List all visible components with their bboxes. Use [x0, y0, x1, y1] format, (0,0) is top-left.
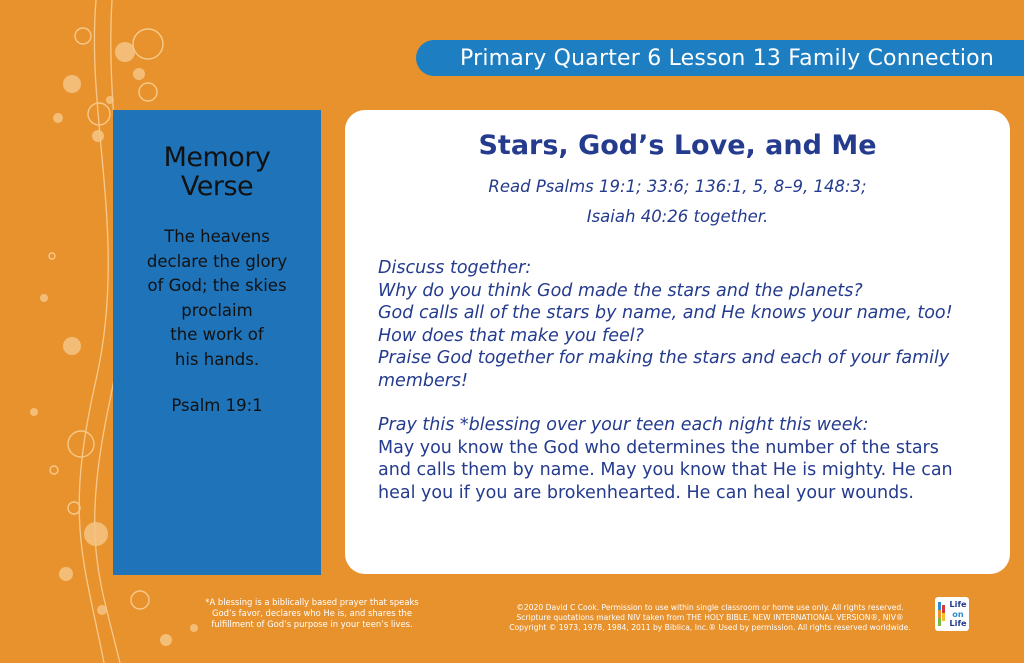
memory-verse-text [113, 225, 321, 372]
verse-line: the work of [170, 325, 264, 344]
footnote-line: fulfillment of God’s purpose in your teen’s lives. [211, 619, 413, 629]
verse-line: declare the glory [146, 251, 288, 271]
blessing-text: May you know the God who determines the number of the stars [378, 437, 939, 458]
blessing-text: and calls them by name. May you know that He is mighty. He can [378, 460, 953, 480]
footnote-line: God’s favor, declares who He is, and shares the [212, 608, 412, 618]
footnote-line: *A blessing is a biblically based prayer that speaks [205, 597, 419, 607]
logo-text-line: on [952, 608, 964, 619]
discussion-question: Praise God together for making the stars and each of your family [378, 348, 950, 368]
memory-verse-heading-line: Memory [163, 142, 271, 173]
header-title: Primary Quarter 6 Lesson 13 Family Connection [460, 45, 994, 71]
verse-line: of God; the skies [147, 276, 287, 295]
discussion-question: God calls all of the stars by name, and He knows your name, too! [378, 303, 953, 323]
copyright-line: Scripture quotations marked NIV taken from THE HOLY BIBLE, NEW INTERNATIONAL VERSION®, NIV® [516, 613, 904, 622]
memory-verse-heading-line: Verse [180, 171, 254, 202]
life-on-life-logo [935, 597, 969, 631]
discussion-question: Why do you think God made the stars and the planets? [378, 280, 863, 301]
discuss-heading: Discuss together: [378, 258, 532, 278]
blessing-footnote [196, 597, 428, 630]
memory-verse-panel [113, 110, 321, 575]
memory-verse-heading [113, 143, 321, 201]
verse-line: The heavens [164, 227, 270, 246]
logo-text-line: Life [949, 599, 967, 609]
verse-line: his hands. [174, 349, 260, 369]
copyright-line: Copyright © 1973, 1978, 1984, 2011 by Biblica, Inc.® Used by permission. All rights reserved worldwide. [509, 623, 911, 632]
scripture-reading-line: Read Psalms 19:1; 33:6; 136:1, 5, 8–9, 148:3; [488, 177, 867, 196]
discussion-question: members! [378, 370, 469, 391]
verse-reference: Psalm 19:1 [171, 396, 263, 415]
copyright-line: ©2020 David C Cook. Permission to use within single classroom or home use only. All rights reserved. [516, 603, 904, 612]
card-body [378, 257, 990, 504]
card-title: Stars, God’s Love, and Me [478, 130, 877, 161]
blessing-text: heal you if you are brokenhearted. He can heal your wounds. [378, 482, 914, 503]
header-bar [416, 40, 1024, 76]
logo-text [947, 600, 969, 629]
lesson-card [345, 110, 1010, 574]
logo-text-line: Life [949, 618, 967, 628]
pray-heading: Pray this *blessing over your teen each night this week: [378, 415, 869, 435]
copyright-notice [440, 603, 980, 633]
logo-stripes-icon [938, 602, 946, 626]
scripture-reading-line: Isaiah 40:26 together. [586, 207, 769, 226]
discussion-question: How does that make you feel? [378, 325, 644, 346]
verse-line: proclaim [181, 300, 253, 320]
